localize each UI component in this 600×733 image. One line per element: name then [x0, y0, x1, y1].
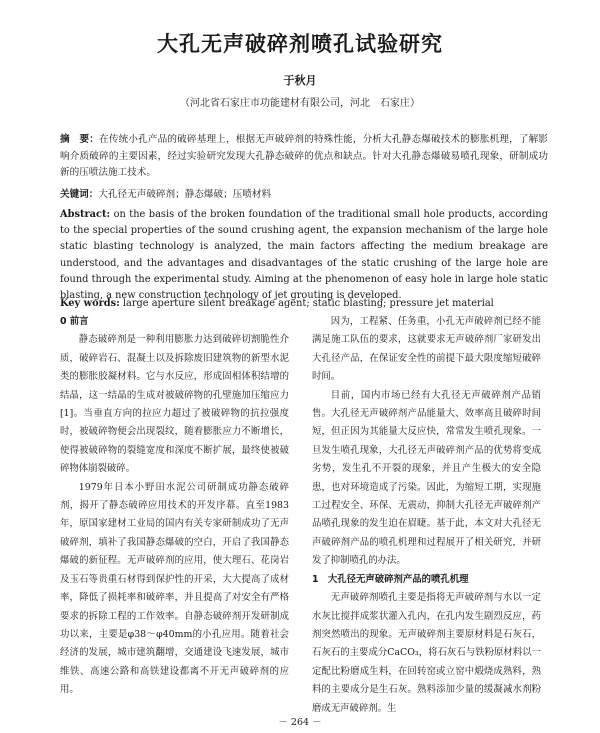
section-1-heading: 1 大孔径无声破碎剂产品的喷孔机理 [312, 573, 469, 585]
author: 于秋月 [283, 74, 317, 87]
affiliation: （河北省石家庄市功能建材有限公司，河北 石家庄） [180, 98, 420, 109]
abstract-cn-text: 在传统小孔产品的破碎基理上，根据无声破碎剂的特殊性能，分析大孔静态爆破技术的膨胀机理，了解影响介质破碎的主要因素，经过实验研究发现大孔静态破碎的优点和缺点。针对大孔静态爆破易喷孔现象，研制成功新的压喷法施工技术。 [60, 134, 549, 179]
paper-title: 大孔无声破碎剂喷孔试验研究 [157, 32, 443, 56]
paragraph: 无声破碎剂喷孔主要是指将无声破碎剂与水以一定水灰比搅拌成浆状灌入孔内，在孔内发生剧烈反应，药剂突然喷出的现象。无声破碎剂主要原材料是石灰石，石灰石的主要成分CaCO₃，将石灰石与铁粉原材料以一定配比粉磨成生料，在回转窑或立窑中煅烧成熟料，熟料的主要成分是生石灰。熟料添加少量的缓凝减水剂粉磨成无声破碎剂。生 [312, 592, 541, 714]
keywords-en-label: Key words: [60, 298, 120, 309]
section-0-heading: 0 前言 [60, 316, 89, 327]
abstract-en-label: Abstract: [60, 209, 111, 220]
keywords-cn [60, 188, 548, 202]
keywords-cn-text: 大孔径无声破碎剂；静态爆破；压喷材料 [98, 189, 272, 200]
paragraph: 因为，工程紧、任务重，小孔无声破碎剂已经不能满足施工队伍的要求，这就要求无声破碎剂厂家研发出大孔径产品，在保证安全性的前提下最大限度缩短破碎时间。 [312, 316, 541, 383]
paragraph: 目前，国内市场已经有大孔径无声破碎剂产品销售。大孔径无声破碎剂产品能量大、效率高且破碎时间短，但正因为其能量大反应快，常常发生喷孔现象。一旦发生喷孔现象，大孔径无声破碎剂产品的优势将变成劣势，发生孔不开裂的现象，并且产生极大的安全隐患，也对环境造成了污染。因此，为缩短工期，实现施工过程安全、环保、无震动，抑制大孔径无声破碎剂产品喷孔现象的发生迫在眉睫。基于此，本文对大孔径无声破碎剂产品的喷孔机理和过程展开了相关研究，并研发了抑制喷孔的办法。 [312, 389, 541, 567]
paragraph: 1979年日本小野田水泥公司研制成功静态破碎剂，揭开了静态破碎应用技术的开发序幕。直至1983年，原国家建材工业局的国内有关专家研制成功了无声破碎剂，填补了我国静态爆破的空白，开启了我国静态爆破的新征程。无声破碎剂的应用，使大理石、花岗岩及玉石等贵重石材得到保护性的开采，大大提高了成材率，降低了损耗率和破碎率，并且提高了对安全有严格要求的拆除工程的工作效率。自静态破碎剂开发研制成功以来，主要是φ38～φ40mm的小孔应用。随着社会经济的发展，城市建筑翻增，交通建设飞速发展，城市维铁、高速公路和高铁建设都离不开无声破碎剂的应用。 [60, 481, 289, 696]
body-left-column [60, 313, 289, 700]
keywords-en [60, 297, 548, 311]
abstract-cn-label: 摘 要： [60, 134, 100, 145]
abstract-en [60, 207, 548, 304]
keywords-cn-label: 关键词： [60, 189, 99, 200]
keywords-en-text: large aperture silent breakage agent; static blasting; pressure jet material [122, 298, 494, 309]
paragraph: 静态破碎剂是一种利用膨胀力达到破碎切割脆性介质，破碎岩石、混凝土以及拆除废旧建筑物的新型水泥类的膨胀胶凝材料。它与水反应，形成固相体积结增的结晶，这一结晶的生成对被破碎物的孔壁施加压缩应力[1]。当垂直方向的拉应力超过了被破碎物的抗拉强度时，被破碎物便会出现裂纹，随着膨胀应力不断增长，使得被破碎物的裂缝宽度和深度不断扩展，最终使被破碎物体崩裂破碎。 [60, 334, 289, 475]
body-right-column [312, 313, 541, 718]
abstract-cn [60, 132, 548, 182]
abstract-en-text: on the basis of the broken foundation of the traditional small hole products, according to the special properties of the sound crushing agent, the expansion mechanism of the large hole static blasting technology is analyzed, the main factors affecting the medium breakage are understood, and the advantages and disadvantages of the static crushing of the large hole are found through the experimental study. Aiming at the phenomenon of easy hole in large hole static blasting, a new construction technology of jet grouting is developed. [60, 209, 548, 302]
page-number: － 264 － [278, 717, 322, 728]
